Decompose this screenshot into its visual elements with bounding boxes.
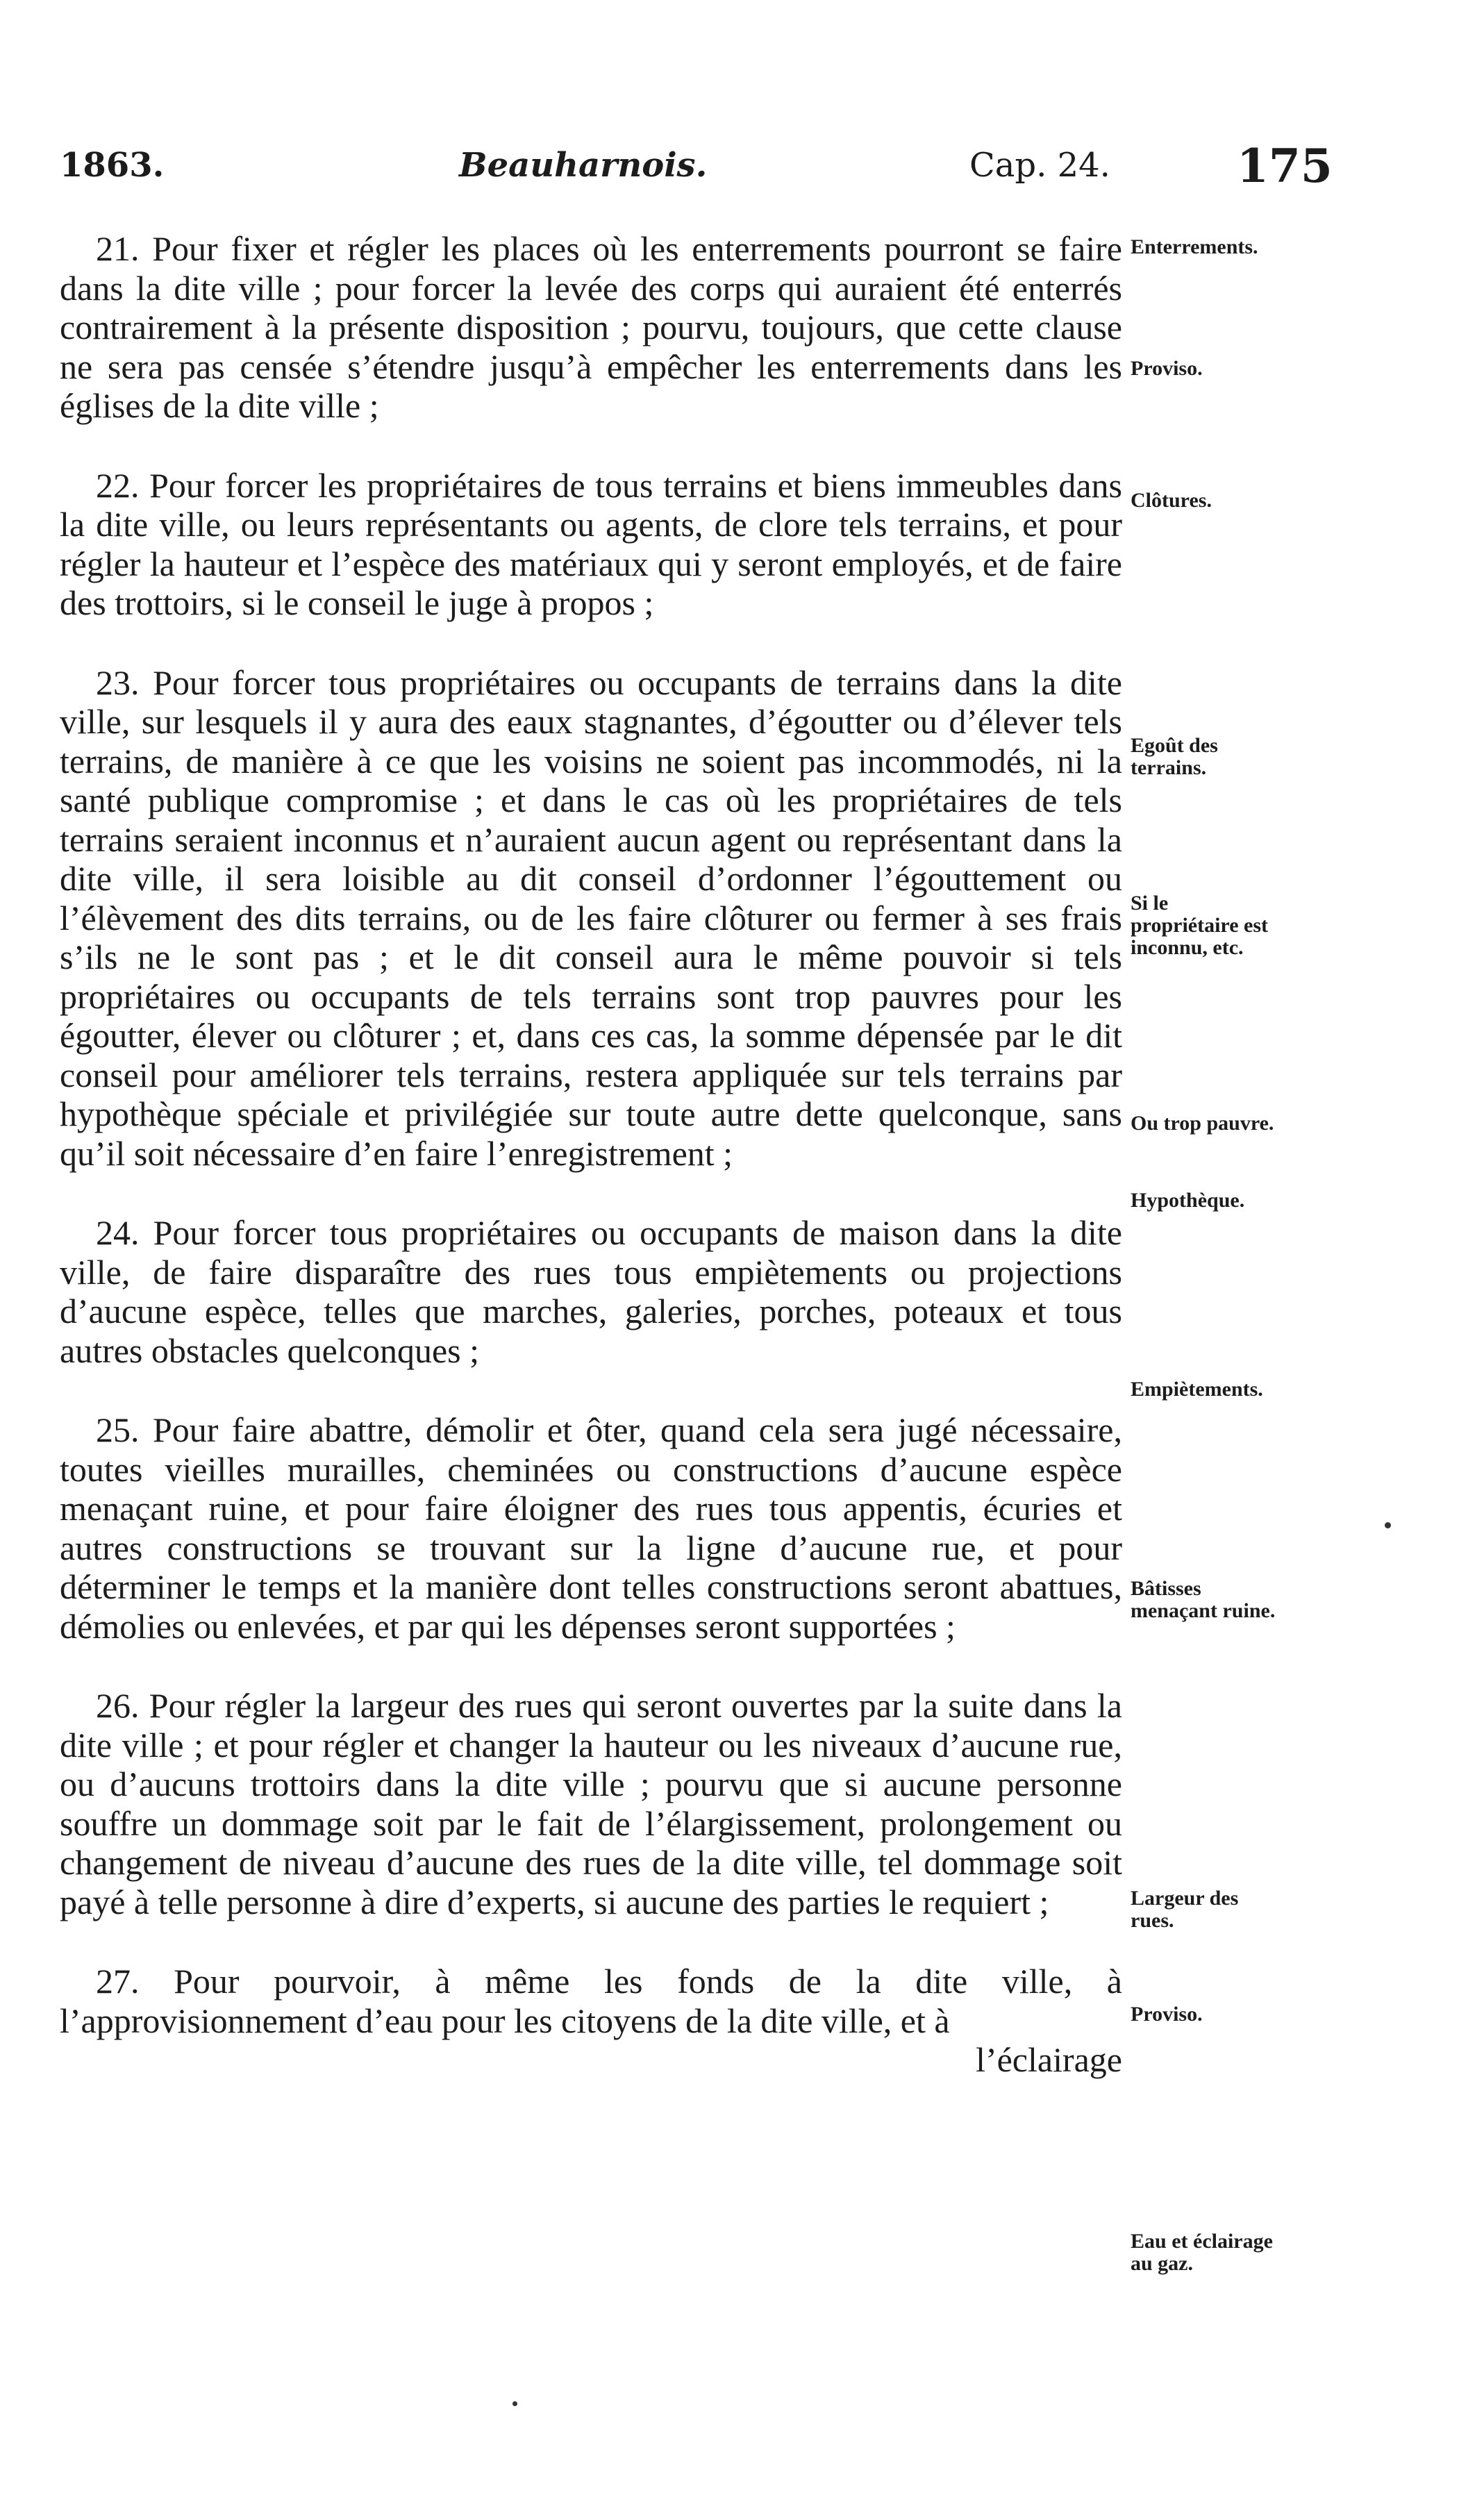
ink-speck bbox=[1385, 1522, 1391, 1528]
header-page-number: 175 bbox=[1237, 139, 1333, 193]
header-year: 1863. bbox=[60, 146, 165, 185]
margin-note-egout: Egoût des terrains. bbox=[1131, 734, 1218, 779]
margin-note-largeur: Largeur des rues. bbox=[1131, 1887, 1239, 1932]
margin-note-eau-gaz: Eau et éclairage au gaz. bbox=[1131, 2230, 1273, 2275]
header-chapter: Cap. 24. bbox=[969, 146, 1110, 185]
ink-speck bbox=[512, 2401, 517, 2406]
paragraph-25: 25. Pour faire abattre, démolir et ôter, quand cela sera jugé nécessaire, toutes vieilles murailles, cheminées ou constructions d’aucune espèce menaçant ruine, et pour faire éloigner des rues tous appentis, écuries et autres constructions se trouvant sur la ligne d’aucune rue, et pour déterminer le temps et la manière dont telles constructions seront abattues, démolies ou enlevées, et par qui les dépenses seront supportées ; bbox=[60, 1410, 1122, 1646]
main-text bbox=[60, 229, 1122, 2080]
paragraph-21: 21. Pour fixer et régler les places où les enterrements pourront se faire dans la dite ville ; pour forcer la levée des corps qui auraient été enterrés contrairement à la présente disposition ; pourvu, toujours, que cette clause ne sera pas censée s’étendre jusqu’à empêcher les enterrements dans les églises de la dite ville ; bbox=[60, 229, 1122, 425]
paragraph-26: 26. Pour régler la largeur des rues qui seront ouvertes par la suite dans la dite ville ; et pour régler et changer la hauteur ou les niveaux d’aucune rue, ou d’aucuns trottoirs dans la dite ville ; pourvu que si aucune personne souffre un dommage soit par le fait de l’élargissement, prolongement ou changement de niveau d’aucune des rues de la dite ville, tel dommage soit payé à telle personne à dire d’experts, si aucune des parties le requiert ; bbox=[60, 1686, 1122, 1921]
paragraph-24: 24. Pour forcer tous propriétaires ou occupants de maison dans la dite ville, de faire disparaître des rues tous empiètements ou projections d’aucune espèce, telles que marches, galeries, porches, poteaux et tous autres obstacles quelconques ; bbox=[60, 1213, 1122, 1370]
margin-note-clotures: Clôtures. bbox=[1131, 489, 1212, 512]
paragraph-22: 22. Pour forcer les propriétaires de tous terrains et biens immeubles dans la dite ville, ou leurs représentants ou agents, de clore tels terrains, et pour régler la hauteur et l’espèce des matériaux qui y seront employés, et de faire des trottoirs, si le conseil le juge à propos ; bbox=[60, 465, 1122, 622]
margin-note-empietements: Empiètements. bbox=[1131, 1378, 1263, 1401]
margin-note-batisses: Bâtisses menaçant ruine. bbox=[1131, 1577, 1276, 1622]
margin-note-hypotheque: Hypothèque. bbox=[1131, 1189, 1245, 1212]
paragraph-23: 23. Pour forcer tous propriétaires ou occupants de terrains dans la dite ville, sur lesquels il y aura des eaux stagnantes, d’égoutter ou d’élever tels terrains, de manière à ce que les voisins ne soient pas incommodés, ni la santé publique compromise ; et dans le cas où les propriétaires de tels terrains seraient inconnus et n’auraient aucun agent ou représentant dans la dite ville, il sera loisible au dit conseil d’ordonner l’égouttement ou l’élèvement des dits terrains, ou de les faire clôturer ou fermer à ses frais s’ils ne le sont pas ; et le dit conseil aura le même pouvoir si tels propriétaires ou occupants de tels terrains sont trop pauvres pour les égoutter, élever ou clôturer ; et, dans ces cas, la somme dépensée par le dit conseil pour améliorer tels terrains, restera appliquée sur tels terrains par hypothèque spéciale et privilégiée sur toute autre dette quelconque, sans qu’il soit nécessaire d’en faire l’enregistrement ; bbox=[60, 662, 1122, 1173]
paragraph-27: 27. Pour pourvoir, à même les fonds de la dite ville, à l’approvisionnement d’eau pour les citoyens de la dite ville, et à bbox=[60, 1962, 1122, 2040]
margin-note-proviso-2: Proviso. bbox=[1131, 2003, 1203, 2026]
running-header bbox=[60, 139, 1333, 201]
margin-note-proviso: Proviso. bbox=[1131, 357, 1203, 380]
header-place: Beauharnois. bbox=[459, 146, 708, 185]
margin-note-proprietaire-inconnu: Si le propriétaire est inconnu, etc. bbox=[1131, 892, 1269, 959]
margin-note-trop-pauvre: Ou trop pauvre. bbox=[1131, 1112, 1274, 1135]
catchword: l’éclairage bbox=[976, 2040, 1122, 2079]
margin-note-enterrements: Enterrements. bbox=[1131, 235, 1258, 258]
